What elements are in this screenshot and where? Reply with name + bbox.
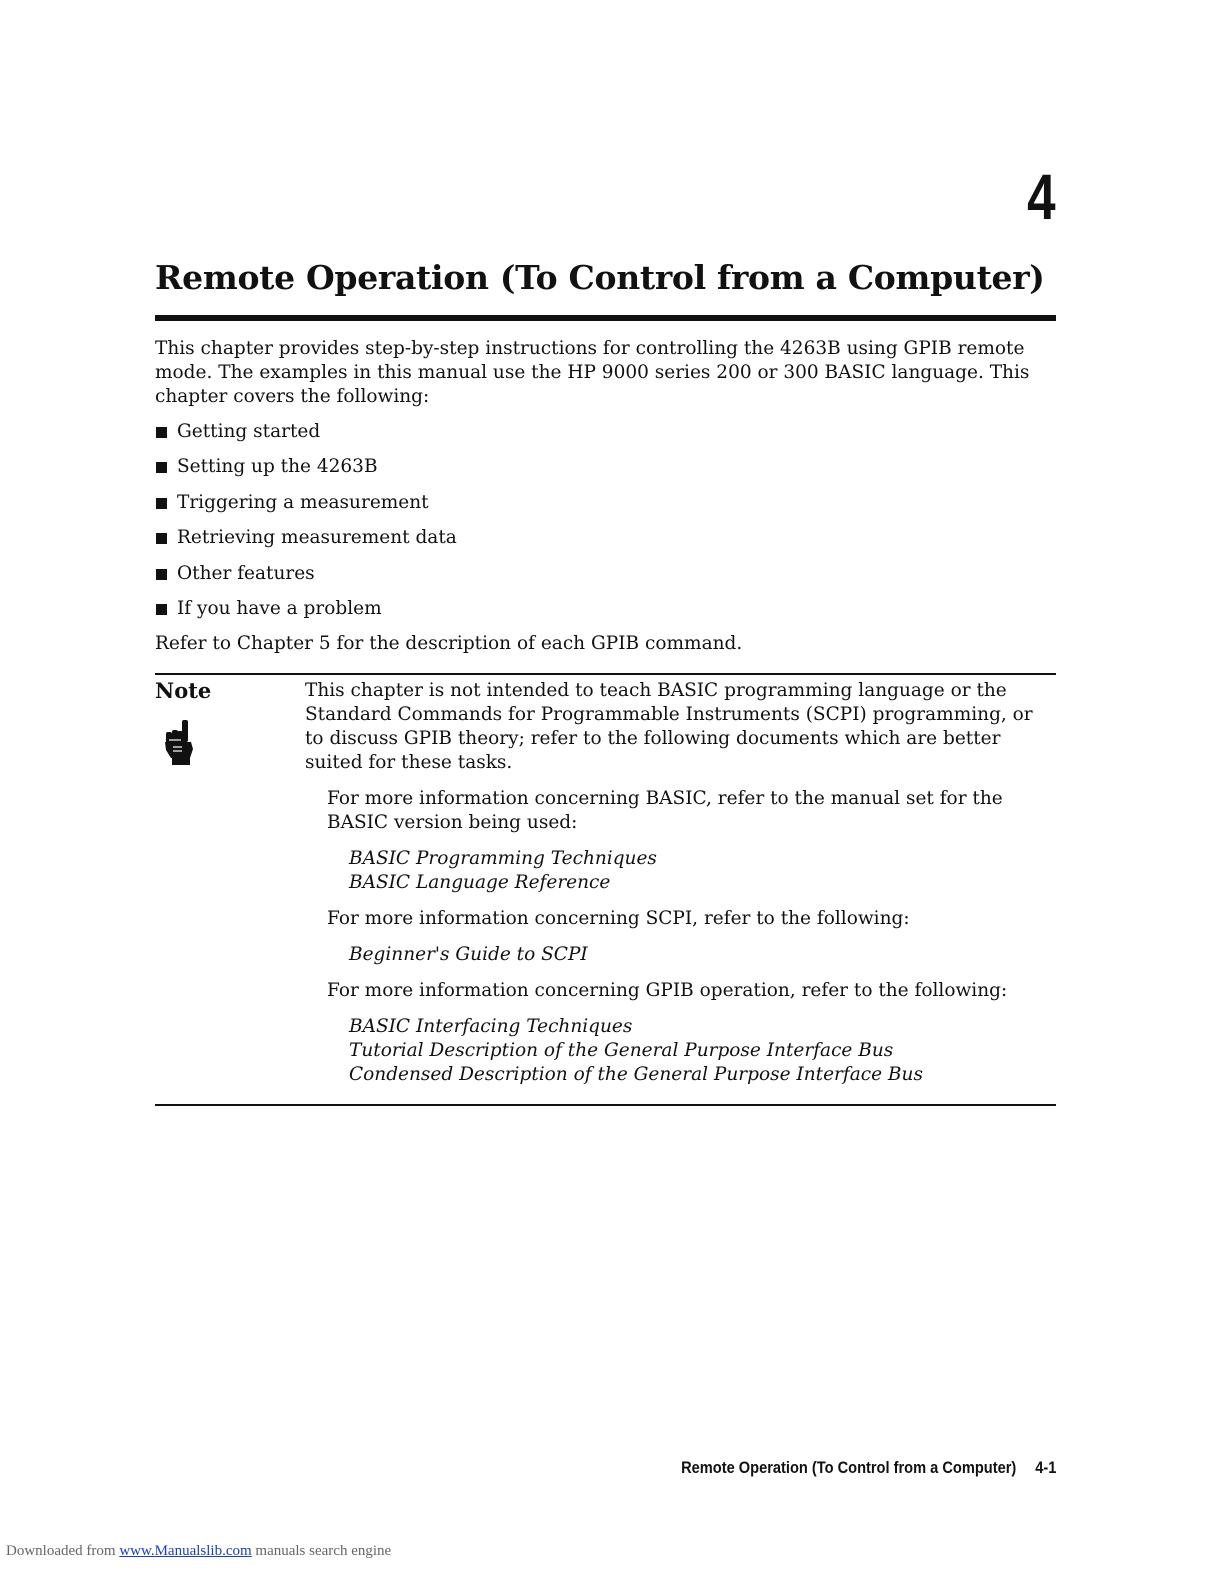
list-item: [155, 526, 457, 561]
note-top-rule: [155, 673, 1056, 675]
pointing-hand-icon: [160, 718, 198, 772]
bullet-icon: [156, 427, 167, 438]
page-title: Remote Operation (To Control from a Computer): [155, 258, 1045, 297]
reference-title: BASIC Programming Techniques: [349, 848, 657, 869]
chapter-number: 4: [1027, 161, 1056, 233]
manualslib-link[interactable]: www.Manualslib.com: [119, 1543, 252, 1559]
reference-title: BASIC Interfacing Techniques: [349, 1016, 633, 1037]
note-label: Note: [155, 678, 212, 703]
page-footer: [681, 1458, 1056, 1478]
list-item-text: Getting started: [177, 421, 321, 442]
page-number: 4-1: [1034, 1458, 1056, 1477]
basic-info-text: For more information concerning BASIC, refer to the manual set for the BASIC version being used:: [327, 788, 1003, 833]
note-body: [305, 679, 1055, 1087]
intro-paragraph: This chapter provides step-by-step instructions for controlling the 4263B using GPIB remote mode. The examples in this manual use the HP 9000 series 200 or 300 BASIC language. This chapter covers the following:: [155, 338, 1030, 407]
bullet-icon: [156, 498, 167, 509]
download-suffix: manuals search engine: [255, 1543, 392, 1559]
list-item-text: Retrieving measurement data: [177, 527, 457, 549]
reference-title: Condensed Description of the General Purpose Interface Bus: [349, 1064, 923, 1085]
bullet-icon: [156, 569, 167, 580]
list-item-text: Triggering a measurement: [177, 491, 429, 513]
list-item: [155, 491, 457, 526]
reference-title: BASIC Language Reference: [349, 872, 611, 893]
title-rule: [155, 315, 1056, 321]
list-item: [155, 597, 457, 632]
list-item: [155, 420, 457, 455]
list-item-text: Other features: [177, 562, 315, 584]
note-text: This chapter is not intended to teach BASIC programming language or the Standard Commands for Programmable Instruments (SCPI) programming, or to discuss GPIB theory; refer to the following documents which are better suited for these tasks.: [305, 680, 1033, 773]
bullet-icon: [156, 604, 167, 615]
list-item-text: Setting up the 4263B: [177, 456, 378, 478]
list-item-text: If you have a problem: [177, 597, 382, 619]
download-prefix: Downloaded from: [6, 1543, 116, 1559]
list-item: [155, 455, 457, 490]
reference-title: Tutorial Description of the General Purpose Interface Bus: [349, 1040, 894, 1061]
bullet-icon: [156, 533, 167, 544]
chapter-topics-list: [155, 420, 457, 632]
bullet-icon: [156, 462, 167, 473]
refer-paragraph: Refer to Chapter 5 for the description of each GPIB command.: [155, 633, 743, 654]
list-item: [155, 562, 457, 597]
scpi-info-text: For more information concerning SCPI, refer to the following:: [327, 908, 910, 929]
footer-title: Remote Operation (To Control from a Computer): [680, 1458, 1016, 1477]
download-notice: [6, 1543, 391, 1560]
reference-title: Beginner's Guide to SCPI: [349, 944, 588, 965]
gpib-info-text: For more information concerning GPIB operation, refer to the following:: [327, 980, 1008, 1001]
note-bottom-rule: [155, 1104, 1056, 1106]
